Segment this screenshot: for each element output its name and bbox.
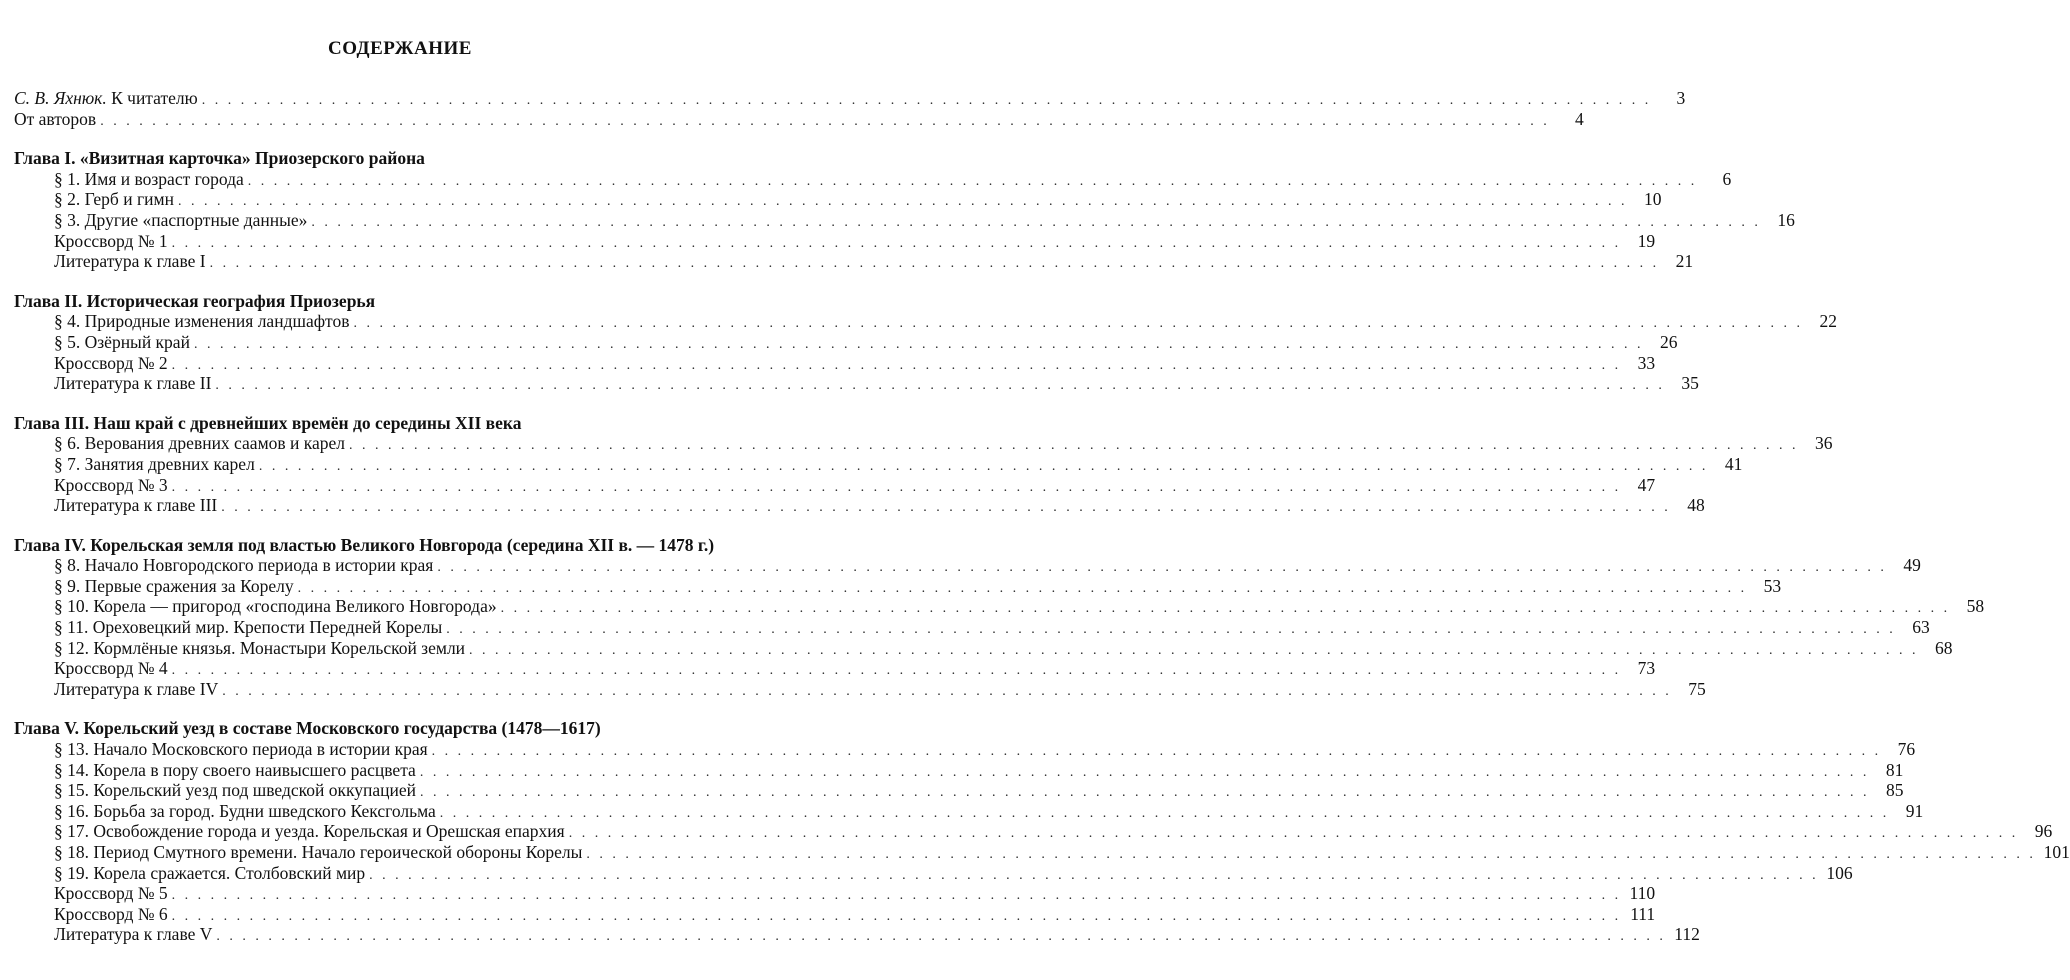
entry-label: § 19. Корела сражается. Столбовский мир	[54, 862, 366, 883]
toc-entry	[14, 924, 1700, 945]
dot-leader	[569, 824, 2019, 845]
entry-label: § 5. Озёрный край	[54, 331, 190, 352]
entry-page-number: 47	[1637, 474, 1656, 495]
entry-label: Литература к главе IV	[54, 678, 219, 699]
entry-label: § 11. Ореховецкий мир. Крепости Передней Корелы	[54, 617, 443, 638]
entry-label: § 2. Герб и гимн	[54, 189, 174, 210]
toc-entry	[14, 862, 1853, 884]
toc-entry	[14, 759, 1904, 781]
dot-leader	[501, 599, 1951, 620]
entry-page-number: 16	[1777, 209, 1795, 230]
dot-leader	[298, 579, 1748, 600]
dot-leader	[586, 845, 2036, 866]
dot-leader	[248, 172, 1698, 193]
entry-page-number: 35	[1681, 373, 1699, 394]
chapter-list	[14, 148, 2070, 945]
entry-page-number: 53	[1763, 575, 1782, 596]
toc-entry	[14, 903, 1656, 925]
toc-entry	[14, 453, 1743, 475]
entry-label: § 14. Корела в пору своего наивысшего расцвета	[54, 759, 416, 780]
entry-page-number: 68	[1935, 637, 1953, 658]
entry-label: Кроссворд № 3	[54, 474, 168, 495]
entry-label: § 3. Другие «паспортные данные»	[54, 209, 308, 230]
entry-page-number: 49	[1903, 555, 1921, 576]
toc-entry-foreword	[14, 88, 1686, 109]
entry-label: Кроссворд № 1	[54, 230, 168, 251]
dot-leader	[437, 558, 1887, 579]
dot-leader	[216, 927, 1666, 948]
toc-entry-from-authors	[14, 108, 1584, 130]
chapter-heading: Глава I. «Визитная карточка» Приозерского района	[14, 148, 425, 169]
entry-label: Литература к главе V	[54, 924, 213, 945]
entry-label: § 12. Кормлёные князья. Монастыри Корельской земли	[54, 637, 466, 658]
entry-label: § 8. Начало Новгородского периода в истории края	[54, 555, 434, 576]
toc-entry	[14, 331, 1678, 353]
entry-page-number: 75	[1688, 678, 1706, 699]
dot-leader	[172, 907, 1622, 928]
entry-page-number: 4	[1574, 108, 1584, 129]
toc-entry	[14, 474, 1656, 496]
dot-leader	[311, 213, 1761, 234]
toc-entry	[14, 189, 1662, 210]
entry-page-number: 41	[1724, 453, 1743, 474]
entry-page-number: 96	[2034, 821, 2053, 842]
dot-leader	[178, 192, 1628, 213]
dot-leader	[420, 763, 1870, 784]
toc-entry	[14, 780, 1904, 801]
entry-page-number: 22	[1819, 311, 1837, 332]
toc-entry	[14, 658, 1656, 679]
entry-page-number: 85	[1886, 780, 1904, 801]
entry-label: § 10. Корела — пригород «господина Великого Новгорода»	[54, 596, 497, 617]
entry-label: § 17. Освобождение города и уезда. Корельская и Орешская епархия	[54, 821, 565, 842]
dot-leader	[172, 356, 1622, 377]
entry-page-number: 6	[1722, 168, 1732, 189]
entry-page-number: 91	[1905, 800, 1924, 821]
toc-entry	[14, 883, 1656, 904]
toc-entry	[14, 230, 1656, 252]
dot-leader	[420, 783, 1870, 804]
entry-page-number: 73	[1637, 658, 1656, 679]
entry-page-number: 33	[1637, 352, 1656, 373]
dot-leader	[202, 91, 1652, 112]
chapter-heading: Глава III. Наш край с древнейших времён до середины XII века	[14, 412, 522, 433]
entry-label: § 1. Имя и возраст города	[54, 168, 244, 189]
toc-entry	[14, 617, 1930, 638]
toc-entry	[14, 596, 1985, 617]
entry-label: § 4. Природные изменения ландшафтов	[54, 311, 350, 332]
toc-entry	[14, 168, 1732, 190]
toc-entry	[14, 821, 2053, 842]
dot-leader	[172, 661, 1622, 682]
entry-label: § 16. Борьба за город. Будни шведского Кексгольма	[54, 800, 436, 821]
dot-leader	[349, 436, 1799, 457]
entry-label: Кроссворд № 5	[54, 883, 168, 904]
dot-leader	[172, 886, 1622, 907]
entry-page-number: 48	[1687, 495, 1705, 516]
entry-label: Литература к главе II	[54, 373, 212, 394]
dot-leader	[194, 335, 1644, 356]
dot-leader	[369, 866, 1819, 887]
dot-leader	[222, 682, 1672, 703]
table-of-contents	[14, 88, 2070, 945]
toc-entry	[14, 575, 1782, 597]
entry-page-number: 106	[1826, 862, 1853, 883]
dot-leader	[353, 314, 1803, 335]
chapter-heading: Глава V. Корельский уезд в составе Московского государства (1478—1617)	[14, 718, 601, 739]
entry-page-number: 26	[1659, 331, 1678, 352]
dot-leader	[446, 620, 1896, 641]
entry-page-number: 10	[1643, 189, 1662, 210]
entry-title: К читателю	[106, 88, 198, 108]
entry-label: Литература к главе I	[54, 251, 206, 272]
dot-leader	[100, 112, 1550, 133]
entry-label: § 6. Верования древних саамов и карел	[54, 433, 346, 454]
entry-page-number: 36	[1815, 433, 1833, 454]
entry-page-number: 76	[1897, 739, 1916, 760]
entry-label: § 18. Период Смутного времени. Начало героической обороны Корелы	[54, 842, 583, 862]
dot-leader	[215, 376, 1665, 397]
entry-label: § 9. Первые сражения за Корелу	[54, 575, 294, 596]
entry-page-number: 111	[1630, 903, 1656, 924]
entry-page-number: 3	[1676, 88, 1686, 108]
dot-leader	[221, 498, 1671, 519]
entry-page-number: 81	[1885, 759, 1904, 780]
entry-page-number: 101	[2043, 842, 2070, 862]
toc-entry	[14, 739, 1916, 760]
dot-leader	[469, 641, 1919, 662]
toc-entry	[14, 555, 1921, 576]
entry-page-number: 112	[1674, 924, 1700, 945]
entry-page-number: 110	[1629, 883, 1656, 904]
entry-label: Литература к главе III	[54, 495, 218, 516]
entry-page-number: 19	[1637, 230, 1656, 251]
chapter-heading: Глава IV. Корельская земля под властью Великого Новгорода (середина XII в. — 1478 г.)	[14, 534, 715, 555]
entry-author: С. В. Яхнюк.	[14, 88, 107, 108]
dot-leader	[432, 742, 1882, 763]
toc-entry	[14, 373, 1699, 394]
entry-label: § 7. Занятия древних карел	[54, 453, 255, 474]
toc-entry	[14, 678, 1706, 700]
toc-entry	[14, 352, 1656, 374]
entry-label: Кроссворд № 4	[54, 658, 168, 679]
dot-leader	[440, 804, 1890, 825]
toc-entry	[14, 495, 1705, 516]
toc-entry	[14, 209, 1795, 231]
toc-entry	[14, 842, 2070, 863]
entry-label: § 15. Корельский уезд под шведской оккупацией	[54, 780, 416, 801]
entry-label	[14, 88, 198, 109]
entry-label: От авторов	[14, 108, 97, 129]
dot-leader	[210, 254, 1660, 275]
toc-entry	[14, 251, 1694, 272]
entry-page-number: 63	[1912, 617, 1930, 638]
dot-leader	[172, 234, 1622, 255]
entry-label: § 13. Начало Московского периода в истории края	[54, 739, 428, 760]
toc-entry	[14, 433, 1833, 454]
toc-entry	[14, 637, 1953, 659]
entry-page-number: 21	[1675, 251, 1694, 272]
entry-page-number: 58	[1966, 596, 1985, 617]
entry-label: Кроссворд № 6	[54, 903, 168, 924]
toc-entry	[14, 800, 1924, 822]
dot-leader	[172, 478, 1622, 499]
dot-leader	[259, 457, 1709, 478]
entry-label: Кроссворд № 2	[54, 352, 168, 373]
toc-entry	[14, 311, 1837, 332]
chapter-heading: Глава II. Историческая география Приозерья	[14, 290, 376, 311]
page-title: СОДЕРЖАНИЕ	[328, 38, 472, 59]
